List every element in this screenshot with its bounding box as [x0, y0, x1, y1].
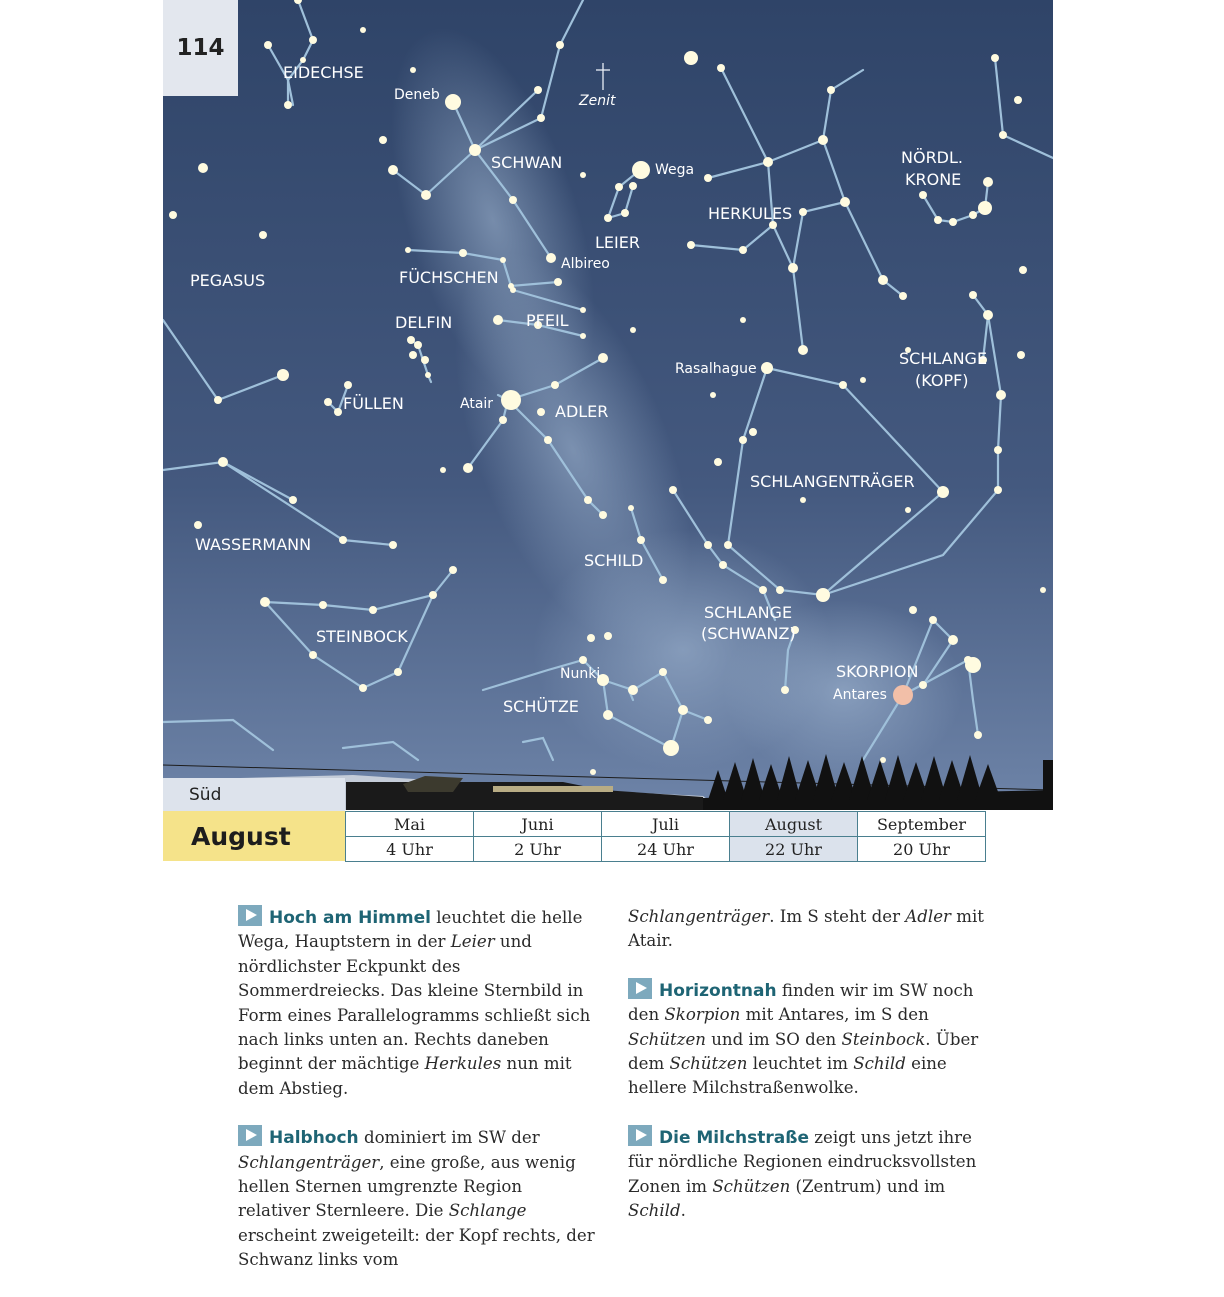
- hours-row: [346, 837, 986, 862]
- star-chart: [163, 0, 1053, 810]
- text-column-right: [628, 905, 988, 1247]
- label-schlange-kopf-2: (KOPF): [915, 371, 969, 390]
- label-albireo: Albireo: [561, 256, 610, 272]
- triangle-arrow-icon: [238, 905, 262, 926]
- label-schuetze: SCHÜTZE: [503, 697, 579, 716]
- label-schwan: SCHWAN: [491, 153, 563, 172]
- label-delfin: DELFIN: [395, 313, 453, 332]
- triangle-arrow-icon: [238, 1125, 262, 1146]
- paragraph-horizontnah: Horizontnah finden wir im SW noch den Skorpion mit Antares, im S den Schützen und im SO den Steinbock. Über dem Schützen leuchtet im Schild eine hellere Milchstraßenwolke.: [628, 978, 988, 1101]
- triangle-arrow-icon: [628, 1125, 652, 1146]
- hour-cell: 2 Uhr: [474, 837, 602, 862]
- hour-cell: 4 Uhr: [346, 837, 474, 862]
- label-deneb: Deneb: [394, 87, 440, 103]
- paragraph-halbhoch: Halbhoch dominiert im SW der Schlangenträger, eine große, aus wenig hellen Sternen umgrenzte Region relativer Sternleere. Die Schlange erscheint zweigeteilt: der Kopf rechts, der Schwanz links vom: [238, 1125, 598, 1272]
- months-row: [346, 812, 986, 837]
- month-title: August: [163, 811, 345, 861]
- direction-label: Süd: [163, 778, 345, 811]
- label-schild: SCHILD: [584, 551, 644, 570]
- hour-cell: 24 Uhr: [602, 837, 730, 862]
- label-fuechschen: FÜCHSCHEN: [399, 268, 499, 287]
- observation-times-table: [345, 811, 986, 862]
- label-noerdl: NÖRDL.: [901, 148, 963, 167]
- label-zenit: Zenit: [579, 93, 616, 109]
- label-herkules: HERKULES: [708, 204, 793, 223]
- label-nunki: Nunki: [560, 666, 601, 682]
- paragraph-halbhoch-cont: Schlangenträger. Im S steht der Adler mit Atair.: [628, 907, 984, 951]
- month-cell: Juni: [474, 812, 602, 837]
- month-cell: September: [858, 812, 986, 837]
- label-adler: ADLER: [555, 402, 609, 421]
- label-schlangentraeger: SCHLANGENTRÄGER: [750, 472, 915, 491]
- label-schlange-schwanz-1: SCHLANGE: [704, 603, 793, 622]
- label-steinbock: STEINBOCK: [316, 627, 408, 646]
- text-column-left: [238, 905, 598, 1297]
- paragraph-milchstrasse: Die Milchstraße zeigt uns jetzt ihre für nördliche Regionen eindrucksvollsten Zonen im Schützen (Zentrum) und im Schild.: [628, 1125, 988, 1224]
- label-skorpion: SKORPION: [836, 662, 919, 681]
- hour-cell: 20 Uhr: [858, 837, 986, 862]
- label-eidechse: EIDECHSE: [283, 63, 364, 82]
- label-krone: KRONE: [905, 170, 962, 189]
- label-fuellen: FÜLLEN: [343, 394, 404, 413]
- page-number: 114: [163, 0, 238, 96]
- label-schlange-kopf-1: SCHLANGE: [899, 349, 988, 368]
- label-schlange-schwanz-2: (SCHWANZ): [701, 624, 796, 643]
- label-rasalhague: Rasalhague: [675, 361, 757, 377]
- label-wassermann: WASSERMANN: [195, 535, 312, 554]
- label-pegasus: PEGASUS: [190, 271, 266, 290]
- month-cell: Juli: [602, 812, 730, 837]
- label-pfeil: PFEIL: [526, 311, 569, 330]
- label-atair: Atair: [460, 396, 494, 412]
- label-wega: Wega: [655, 162, 695, 178]
- paragraph-hoch-am-himmel: Hoch am Himmel leuchtet die helle Wega, Hauptstern in der Leier und nördlichster Eckpunkt des Sommerdreiecks. Das kleine Sternbild in Form eines Parallelogramms schließt sich nach links unten an. Rechts daneben beginnt der mächtige Herkules nun mit dem Abstieg.: [238, 905, 598, 1101]
- antares-star: [893, 685, 913, 705]
- month-cell-highlighted: August: [730, 812, 858, 837]
- label-antares: Antares: [833, 687, 887, 703]
- hour-cell-highlighted: 22 Uhr: [730, 837, 858, 862]
- month-cell: Mai: [346, 812, 474, 837]
- label-leier: LEIER: [595, 233, 640, 252]
- triangle-arrow-icon: [628, 978, 652, 999]
